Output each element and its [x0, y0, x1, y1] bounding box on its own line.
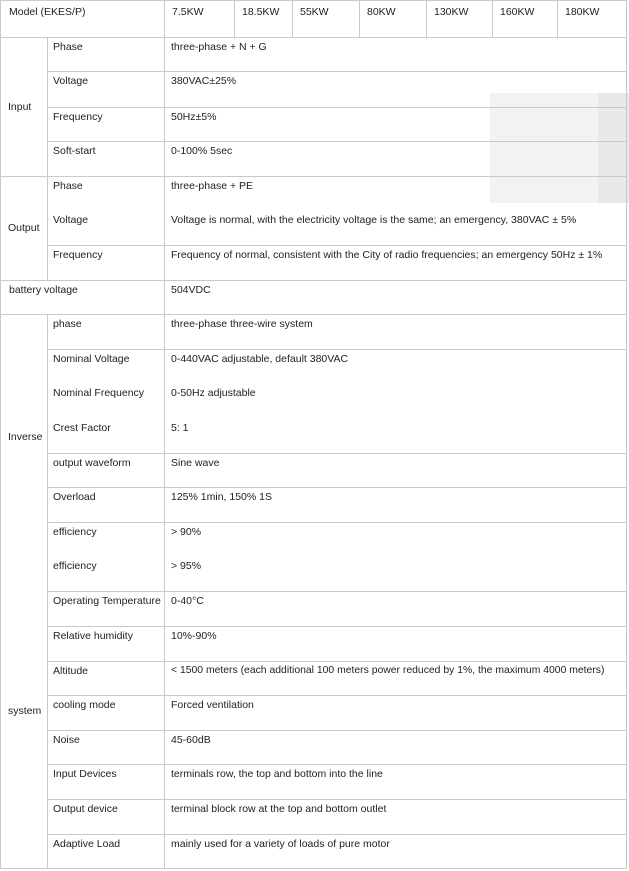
row-label: Output device — [53, 803, 118, 815]
divider — [626, 0, 627, 869]
divider — [0, 868, 627, 869]
row-value: three-phase + N + G — [171, 41, 267, 53]
row-label: Voltage — [53, 214, 89, 226]
row-value: 125% 1min, 150% 1S — [171, 491, 272, 503]
row-value: 504VDC — [171, 284, 211, 296]
row-label: Input Devices — [53, 768, 117, 780]
row-value: terminal block row at the top and bottom outlet — [171, 803, 387, 815]
group-system: system — [8, 705, 42, 717]
model-130kw: 130KW — [434, 6, 469, 18]
row-value: 0-40°C — [171, 595, 204, 607]
divider — [47, 37, 48, 280]
divider — [47, 730, 627, 731]
model-7-5kw: 7.5KW — [172, 6, 204, 18]
row-value: 5: 1 — [171, 422, 189, 434]
divider — [47, 591, 627, 592]
row-value: Frequency of normal, consistent with the City of radio frequencies; an emergency 50Hz ± 1% — [171, 249, 603, 261]
row-label: efficiency — [53, 560, 97, 572]
model-18-5kw: 18.5KW — [242, 6, 280, 18]
group-output: Output — [8, 222, 40, 234]
model-180kw: 180KW — [565, 6, 600, 18]
row-label: Phase — [53, 180, 83, 192]
divider — [292, 0, 293, 38]
divider — [0, 0, 627, 1]
divider — [359, 0, 360, 38]
row-label: Adaptive Load — [53, 838, 121, 850]
divider — [47, 626, 627, 627]
divider — [0, 314, 627, 315]
divider — [47, 141, 627, 142]
row-value: terminals row, the top and bottom into the line — [171, 768, 383, 780]
divider — [47, 71, 627, 72]
divider — [47, 314, 48, 869]
row-label: Voltage — [53, 75, 89, 87]
row-label: Nominal Frequency — [53, 387, 145, 399]
row-label: phase — [53, 318, 82, 330]
divider — [47, 349, 627, 350]
row-label: output waveform — [53, 457, 131, 469]
shaded-area — [598, 93, 629, 203]
row-value: three-phase three-wire system — [171, 318, 313, 330]
model-80kw: 80KW — [367, 6, 396, 18]
row-value: 50Hz±5% — [171, 111, 217, 123]
divider — [0, 280, 627, 281]
divider — [47, 487, 627, 488]
divider — [0, 37, 627, 38]
group-input: Input — [8, 101, 32, 113]
row-label: Overload — [53, 491, 96, 503]
row-value: 0-100% 5sec — [171, 145, 233, 157]
row-value: Voltage is normal, with the electricity voltage is the same; an emergency, 380VAC ± 5% — [171, 214, 577, 226]
group-inverse: Inverse — [8, 431, 43, 443]
model-55kw: 55KW — [300, 6, 329, 18]
divider — [492, 0, 493, 38]
row-value: three-phase + PE — [171, 180, 254, 192]
divider — [557, 0, 558, 38]
row-label: Noise — [53, 734, 80, 746]
row-label: Operating Temperature — [53, 595, 161, 607]
row-label: Frequency — [53, 111, 103, 123]
divider — [47, 661, 627, 662]
divider — [47, 453, 627, 454]
row-value: 0-440VAC adjustable, default 380VAC — [171, 353, 349, 365]
divider — [47, 799, 627, 800]
row-label: Nominal Voltage — [53, 353, 130, 365]
row-label: Soft-start — [53, 145, 96, 157]
divider — [47, 764, 627, 765]
row-value: < 1500 meters (each additional 100 meters power reduced by 1%, the maximum 4000 meters) — [171, 665, 605, 676]
divider — [47, 107, 627, 108]
divider — [0, 0, 1, 869]
row-value: 45-60dB — [171, 734, 211, 746]
model-label: Model (EKES/P) — [9, 6, 86, 18]
row-label: Phase — [53, 41, 83, 53]
divider — [426, 0, 427, 38]
row-label: cooling mode — [53, 699, 116, 711]
row-label: Altitude — [53, 665, 89, 677]
model-160kw: 160KW — [500, 6, 535, 18]
row-label: Relative humidity — [53, 630, 133, 642]
divider — [47, 695, 627, 696]
row-value: > 90% — [171, 526, 202, 538]
row-value: 380VAC±25% — [171, 75, 237, 87]
divider — [234, 0, 235, 38]
divider — [164, 0, 165, 869]
row-value: > 95% — [171, 560, 202, 572]
row-value: 0-50Hz adjustable — [171, 387, 256, 399]
row-value: Sine wave — [171, 457, 220, 469]
row-label: Crest Factor — [53, 422, 111, 434]
row-value: Forced ventilation — [171, 699, 254, 711]
row-label: efficiency — [53, 526, 97, 538]
divider — [47, 245, 627, 246]
row-value: mainly used for a variety of loads of pure motor — [171, 838, 390, 850]
divider — [47, 522, 627, 523]
row-label: Frequency — [53, 249, 103, 261]
divider — [47, 834, 627, 835]
row-value: 10%-90% — [171, 630, 217, 642]
divider — [0, 176, 627, 177]
row-label: battery voltage — [9, 284, 78, 296]
